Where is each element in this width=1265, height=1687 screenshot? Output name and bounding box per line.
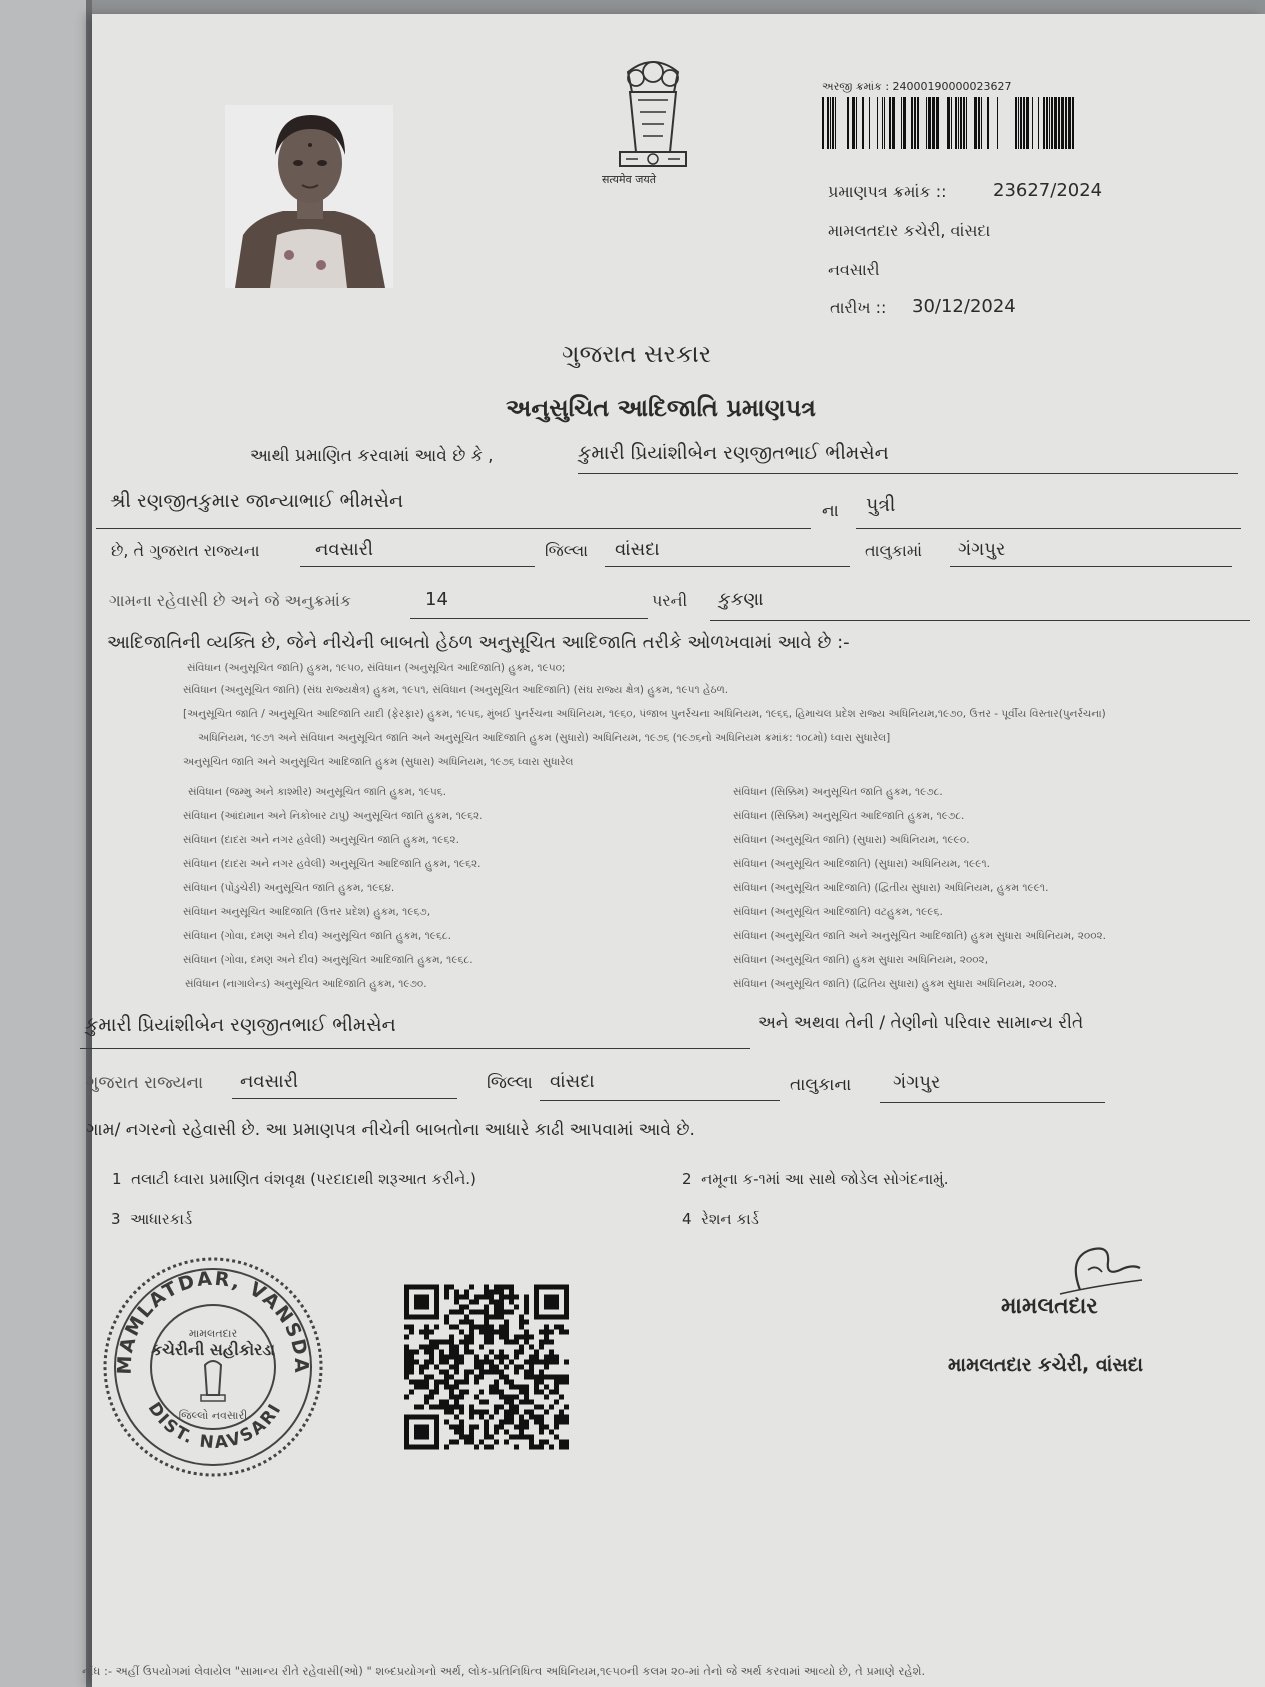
seal-inner-bottom: જિલ્લો નવસારી — [178, 1409, 248, 1422]
father-name: શ્રી રણજીતકુમાર જાન્યાભાઈ ભીમસેન — [110, 490, 404, 512]
order-left: સંવિધાન (પોંડુચેરી) અનુસૂચિત જાતિ હુકમ, ૧૯૬૪. — [183, 882, 395, 894]
svg-text:DIST. NAVSARI — [144, 1399, 286, 1453]
order-left: સંવિધાન (આંદામાન અને નિકોબાર ટાપુ) અનુસૂચિત જાતિ હુકમ, ૧૯૬૨. — [183, 810, 483, 822]
person-name: કુમારી પ્રિયાંશીબેન રણજીતભાઈ ભીમસેન — [578, 442, 889, 464]
order-right: સંવિધાન (સિક્કિમ) અનુસૂચિત આદિજાતિ હુકમ, ૧૯૭૮. — [733, 810, 965, 822]
residence-village-value: ગંગપુર — [893, 1072, 941, 1093]
district-value: નવસારી — [315, 539, 374, 560]
residence-taluka-underline — [540, 1100, 780, 1101]
relation: પુત્રી — [866, 494, 896, 516]
order-right: સંવિધાન (અનુસૂચિત આદિજાતિ) (દ્વિતીય સુધારા) અધિનિયમ, હુકમ ૧૯૯૧. — [733, 882, 1049, 894]
serial-number: 14 — [425, 589, 448, 610]
background-surface — [0, 0, 92, 1687]
footer-note: નોંધ :- અહીં ઉપયોગમાં લેવાયેલ "સામાન્ય રીતે રહેવાસી(ઓ) " શબ્દપ્રયોગનો અર્થ, લોક-પ્રતિનિધિત્વ અધિનિયમ,૧૯૫૦ની કલમ ૨૦-માં તેનો જે અર્થ કરવામાં આવ્યો છે, તે પ્રમાણે રહેશે. — [82, 1664, 926, 1678]
order-left: સંવિધાન (ગોવા, દમણ અને દીવ) અનુસૂચિત આદિજાતિ હુકમ, ૧૯૬૮. — [183, 954, 473, 966]
tribe-label: પરની — [652, 591, 688, 610]
certificate-title: અનુસુચિત આદિજાતિ પ્રમાણપત્ર — [506, 394, 816, 422]
district-label: જિલ્લા — [545, 541, 589, 560]
applicant-photo — [225, 105, 393, 288]
taluka-label: તાલુકામાં — [865, 541, 923, 560]
mamlatdar-seal — [101, 1255, 326, 1480]
village-value: ગંગપુર — [958, 539, 1006, 560]
taluka-value: વાંસદા — [615, 539, 660, 560]
seal-inner-top: મામલતદાર — [188, 1327, 238, 1340]
order-right: સંવિધાન (અનુસૂચિત જાતિ) (દ્વિતિય સુધારા) હુકમ સુધારા અધિનિયમ, ૨૦૦૨. — [733, 978, 1058, 990]
order-right: સંવિધાન (સિક્કિમ) અનુસૂચિત જાતિ હુકમ, ૧૯૭૮. — [733, 786, 943, 798]
basis-text: ગામ/ નગરનો રહેવાસી છે. આ પ્રમાણપત્ર નીચેની બાબતોના આધારે કાઢી આપવામાં આવે છે. — [86, 1120, 695, 1140]
serial-underline — [410, 618, 648, 619]
residence-district-label: જિલ્લા — [487, 1073, 533, 1093]
legal-line: સંવિધાન (અનુસૂચિત જાતિ) (સંઘ રાજ્યક્ષેત્ર) હુકમ, ૧૯૫૧, સંવિધાન (અનુસૂચિત આદિજાતિ) (સંઘ રાજ્ય ક્ષેત્ર) હુકમ, ૧૯૫૧ હેઠળ. — [183, 684, 729, 696]
tribe-value: કુકણા — [718, 589, 764, 610]
certificate-number: 23627/2024 — [993, 180, 1103, 201]
residence-taluka-value: વાંસદા — [550, 1071, 595, 1092]
residence-taluka-label: તાલુકાના — [790, 1075, 852, 1095]
order-left: સંવિધાન (નાગાલેન્ડ) અનુસૂચિત આદિજાતિ હુકમ, ૧૯૭૦. — [185, 978, 427, 990]
order-right: સંવિધાન (અનુસૂચિત જાતિ અને અનુસૂચિત આદિજાતિ) હુકમ સુધારા અધિનિયમ, ૨૦૦૨. — [733, 930, 1107, 942]
national-emblem — [598, 52, 708, 182]
village-underline — [950, 566, 1232, 567]
father-name-underline — [96, 528, 811, 529]
legal-line: [અનુસૂચિત જાતિ / અનુસૂચિત આદિજાતિ યાદી (ફેરફાર) હુકમ, ૧૯૫૬, મુંબઈ પુનર્રચના અધિનિયમ, ૧૯૬૦, પંજાબ પુનર્રચના અધિનિયમ, ૧૯૬૬, હિમાચલ પ્રદેશ રાજ્ય અધિનિયમ,૧૯૭૦, ઉત્તર - પૂર્વીય વિસ્તાર(પુનર્રચના) — [183, 708, 1106, 720]
seal-inner-mid: કચેરીની સહીકોરડા — [150, 1340, 276, 1359]
certificate-no-label: પ્રમાણપત્ર ક્રમાંક :: — [828, 182, 947, 201]
order-right: સંવિધાન (અનુસૂચિત જાતિ) (સુધારા) અધિનિયમ, ૧૯૯૦. — [733, 834, 970, 846]
order-left: સંવિધાન (જમ્મુ અને કાશ્મીર) અનુસૂચિત જાતિ હુકમ, ૧૯૫૬. — [188, 786, 446, 798]
residence-village-underline — [880, 1102, 1105, 1103]
order-left: સંવિધાન (ગોવા, દમણ અને દીવ) અનુસૂચિત જાતિ હુકમ, ૧૯૬૮. — [183, 930, 451, 942]
issue-date: 30/12/2024 — [912, 296, 1016, 317]
state-label: છે, તે ગુજરાત રાજ્યના — [111, 541, 260, 560]
taluka-underline — [605, 566, 850, 567]
residence-district-value: નવસારી — [240, 1071, 299, 1092]
district-underline — [300, 566, 535, 567]
residence-person-name: કુમારી પ્રિયાંશીબેન રણજીતભાઈ ભીમસેન — [85, 1014, 396, 1036]
legal-line: અનુસૂચિત જાતિ અને અનુસૂચિત આદિજાતિ હુકમ (સુધારા) અધિનિયમ, ૧૯૭૬ ધ્વારા સુધારેલ — [183, 756, 574, 768]
issuing-office: મામલતદાર કચેરી, વાંસદા — [828, 221, 991, 240]
recognized-text: આદિજાતિની વ્યક્તિ છે, જેને નીચેની બાબતો હેઠળ અનુસૂચિત આદિજાતિ તરીકે ઓળખવામાં આવે છે :- — [107, 632, 850, 653]
issuing-district: નવસારી — [828, 260, 880, 279]
application-number: અરજી ક્રમાંક : 24000190000023627 — [822, 80, 1012, 93]
person-name-underline — [578, 473, 1238, 474]
document-item: 3 આધારકાર્ડ — [111, 1210, 193, 1228]
signatory-designation: મામલતદાર — [1001, 1294, 1098, 1319]
document-item: 4 રેશન કાર્ડ — [682, 1210, 759, 1228]
residence-state-label: ગુજરાત રાજ્યના — [86, 1073, 204, 1093]
document-item: 2 નમૂના ક-૧માં આ સાથે જોડેલ સોગંદનામું. — [682, 1170, 949, 1188]
order-right: સંવિધાન (અનુસૂચિત આદિજાતિ) (સુધારા) અધિનિયમ, ૧૯૯૧. — [733, 858, 990, 870]
residence-name-underline — [80, 1048, 750, 1049]
order-left: સંવિધાન (દાદરા અને નગર હવેલી) અનુસૂચિત આદિજાતિ હુકમ, ૧૯૬૨. — [183, 858, 481, 870]
document-item: 1 તલાટી ધ્વારા પ્રમાણિત વંશવૃક્ષ (પરદાદાથી શરૂઆત કરીને.) — [112, 1170, 476, 1188]
of-label: ના — [822, 501, 839, 521]
certify-text: આથી પ્રમાણિત કરવામાં આવે છે કે , — [250, 446, 494, 466]
legal-line: અધિનિયમ, ૧૯૭૧ અને સંવિધાન અનુસૂચિત જાતિ અને અનુસૂચિત આદિજાતિ હુકમ (સુધારો) અધિનિયમ, ૧૯૭૬ (૧૯૭૬નો અધિનિયમ ક્રમાંક: ૧૦૮મો) ધ્વારા સુધારેલ] — [198, 732, 891, 744]
resident-label: ગામના રહેવાસી છે અને જે અનુક્રમાંક — [109, 591, 352, 610]
order-left: સંવિધાન (દાદરા અને નગર હવેલી) અનુસૂચિત જાતિ હુકમ, ૧૯૬૨. — [183, 834, 459, 846]
order-right: સંવિધાન (અનુસૂચિત જાતિ) હુકમ સુધારા અધિનિયમ, ૨૦૦૨, — [733, 954, 989, 966]
seal-outer-bottom: DIST. NAVSARI — [143, 1398, 287, 1454]
date-label: તારીખ :: — [830, 298, 887, 317]
tribe-underline — [710, 620, 1250, 621]
signature-scribble — [1050, 1240, 1150, 1298]
legal-line: સંવિધાન (અનુસૂચિત જાતિ) હુકમ, ૧૯૫૦, સંવિધાન (અનુસૂચિત આદિજાતિ) હુકમ, ૧૯૫૦; — [187, 662, 566, 674]
order-left: સંવિધાન અનુસૂચિત આદિજાતિ (ઉત્તર પ્રદેશ) હુકમ, ૧૯૬૭, — [183, 906, 431, 918]
residence-district-underline — [232, 1098, 457, 1099]
order-right: સંવિધાન (અનુસૂચિત આદિજાતિ) વટહુકમ, ૧૯૯૬. — [733, 906, 943, 918]
qr-code — [404, 1276, 569, 1458]
government-title: ગુજરાત સરકાર — [562, 340, 712, 368]
seal-outer-top: MAMLATDAR, VANSDA — [113, 1267, 313, 1375]
signatory-office: મામલતદાર કચેરી, વાંસદા — [948, 1354, 1144, 1376]
family-text: અને અથવા તેની / તેણીનો પરિવાર સામાન્ય રીતે — [758, 1013, 1084, 1033]
emblem-motto: सत्यमेव जयते — [602, 173, 657, 186]
relation-underline — [856, 528, 1241, 529]
barcode — [822, 97, 1074, 149]
